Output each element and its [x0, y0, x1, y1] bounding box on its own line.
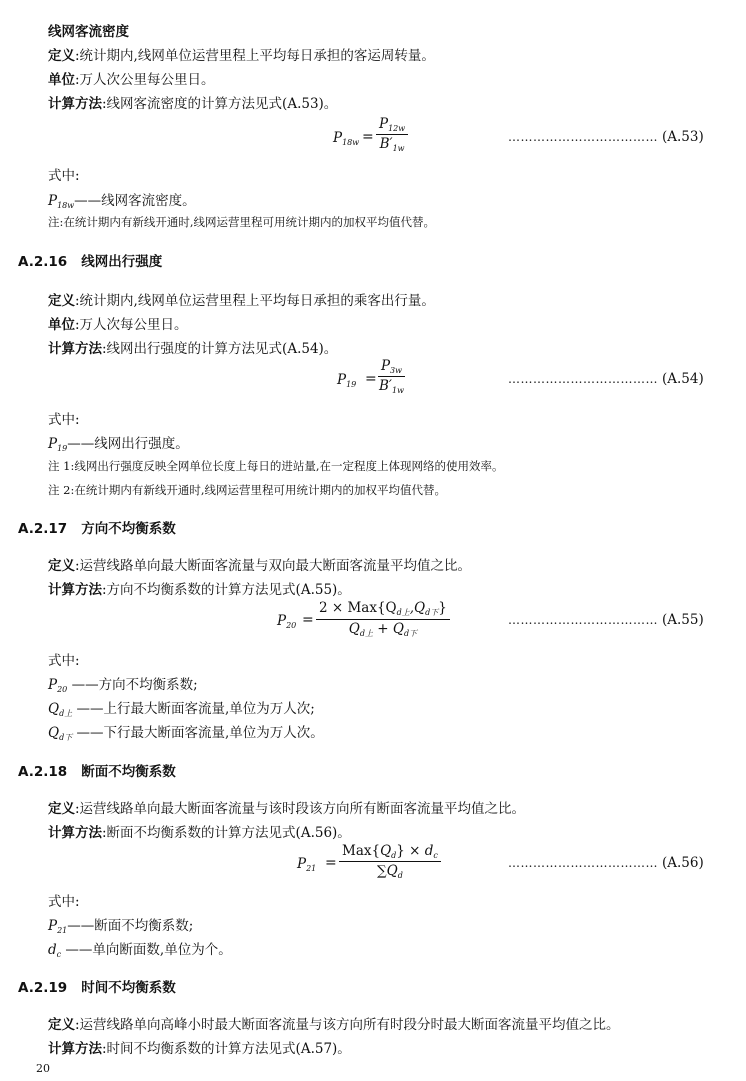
where-label: 式中: [48, 894, 80, 910]
variable-definition: $P_{18w}——$线网客流密度。 [48, 193, 196, 210]
section-heading: 线网客流密度 [48, 24, 129, 40]
section-heading: A.2.17 方向不均衡系数 [18, 521, 176, 537]
section-heading: A.2.16 线网出行强度 [18, 254, 163, 270]
section-heading: A.2.19 时间不均衡系数 [18, 980, 176, 996]
definition-line: 定义:运营线路单向最大断面客流量与双向最大断面客流量平均值之比。 [48, 558, 472, 574]
formula-number: (A.56) [662, 855, 704, 871]
variable-definition: $P_{20}$ ——方向不均衡系数; [48, 677, 198, 694]
where-label: 式中: [48, 168, 80, 184]
calc-method-line: 计算方法:方向不均衡系数的计算方法见式(A.55)。 [48, 582, 351, 598]
where-label: 式中: [48, 412, 80, 428]
formula-number: (A.55) [662, 612, 704, 628]
calc-method-line: 计算方法:断面不均衡系数的计算方法见式(A.56)。 [48, 825, 351, 841]
definition-line: 定义:统计期内,线网单位运营里程上平均每日承担的客运周转量。 [48, 48, 435, 64]
formula-number: (A.53) [662, 129, 704, 145]
calc-method-line: 计算方法:时间不均衡系数的计算方法见式(A.57)。 [48, 1041, 351, 1057]
calc-method-line: 计算方法:线网客流密度的计算方法见式(A.53)。 [48, 96, 338, 112]
note: 注 2:在统计期内有新线开通时,线网运营里程可用统计期内的加权平均值代替。 [48, 483, 446, 497]
definition-line: 定义:运营线路单向最大断面客流量与该时段该方向所有断面客流量平均值之比。 [48, 801, 526, 817]
where-label: 式中: [48, 653, 80, 669]
note: 注:在统计期内有新线开通时,线网运营里程可用统计期内的加权平均值代替。 [48, 215, 436, 229]
variable-definition: $P_{21}——$断面不均衡系数; [48, 918, 194, 935]
note: 注 1:线网出行强度反映全网单位长度上每日的进站量,在一定程度上体现网络的使用效率。 [48, 459, 504, 473]
calc-method-line: 计算方法:线网出行强度的计算方法见式(A.54)。 [48, 341, 338, 357]
definition-line: 定义:统计期内,线网单位运营里程上平均每日承担的乘客出行量。 [48, 293, 435, 309]
definition-line: 定义:运营线路单向高峰小时最大断面客流量与该方向所有时段分时最大断面客流量平均值之比。 [48, 1017, 620, 1033]
unit-line: 单位:万人次每公里日。 [48, 317, 188, 333]
formula-number: (A.54) [662, 371, 704, 387]
unit-line: 单位:万人次公里每公里日。 [48, 72, 215, 88]
section-heading: A.2.18 断面不均衡系数 [18, 764, 176, 780]
page-number: 20 [36, 1062, 50, 1075]
variable-definition: $P_{19}——$线网出行强度。 [48, 436, 189, 453]
variable-definition: $Q_{d下}$ ——下行最大断面客流量,单位为万人次。 [48, 725, 324, 742]
variable-definition: $d_c$ ——单向断面数,单位为个。 [48, 942, 232, 959]
variable-definition: $Q_{d上}$ ——上行最大断面客流量,单位为万人次; [48, 701, 315, 718]
